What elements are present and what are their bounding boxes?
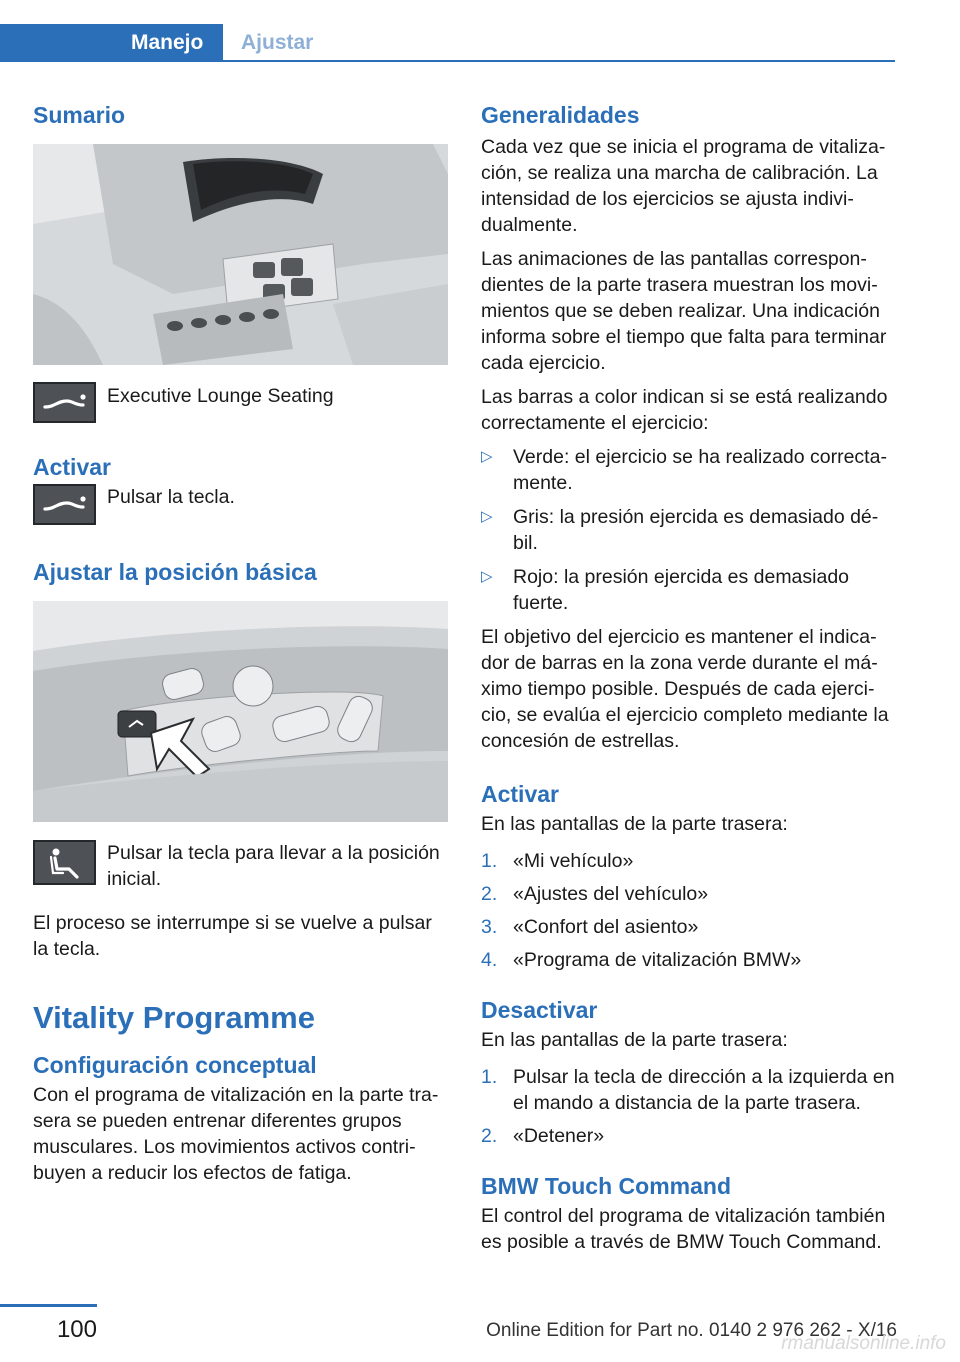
lounge-seat-icon xyxy=(33,382,96,423)
door-panel-illustration xyxy=(33,144,448,365)
list-item: ▷ Gris: la presión ejercida es demasiado débil. xyxy=(481,506,879,554)
key-row-activar xyxy=(33,484,448,525)
generalidades-heading: Generalidades xyxy=(481,102,640,128)
gen-paragraph-4: El objetivo del ejercicio es mantener el indicador de barras en la zona verde durante el máximo tiempo posible. Después de cada ejercicio, se evalúa el ejercicio completo mediante la concesión de estrellas. xyxy=(481,626,889,752)
key-row-executive-lounge xyxy=(33,382,448,423)
list-item: 4. «Programa de vitalización BMW» xyxy=(481,949,802,971)
left-column xyxy=(33,100,448,1186)
gen-paragraph-2: Las animaciones de las pantallas correspondientes de la parte trasera muestran los movimientos que se deben realizar. Una indicación informa sobre el tiempo que falta para terminar cada ejercicio. xyxy=(481,248,887,374)
list-item: 1. Pulsar la tecla de dirección a la izquierda en el mando a distancia de la parte trasera. xyxy=(481,1066,895,1114)
triangle-bullet-icon: ▷ xyxy=(481,508,493,525)
edition-line: Online Edition for Part no. 0140 2 976 262 - X/16 xyxy=(486,1320,897,1341)
list-item: ▷ Verde: el ejercicio se ha realizado correctamente. xyxy=(481,446,887,494)
key-row-basic-position xyxy=(33,840,448,892)
tab-ajustar[interactable]: Ajustar xyxy=(241,31,314,54)
ajustar-heading: Ajustar la posición básica xyxy=(33,559,317,585)
door-panel-figure xyxy=(33,144,448,365)
touch-command-heading: BMW Touch Command xyxy=(481,1173,731,1199)
right-column xyxy=(481,100,896,1255)
list-item: 1. «Mi vehículo» xyxy=(481,850,634,872)
touch-command-text: El control del programa de vitalización también es posible a través de BMW Touch Command. xyxy=(481,1205,886,1253)
activar-steps xyxy=(481,848,896,973)
desactivar-heading: Desactivar xyxy=(481,997,598,1023)
page-number: 100 xyxy=(56,1316,97,1343)
list-item: 2. «Ajustes del vehículo» xyxy=(481,883,709,905)
sumario-heading: Sumario xyxy=(33,102,126,128)
activar-heading-left: Activar xyxy=(33,454,111,480)
seat-controls-illustration xyxy=(33,601,448,822)
config-heading: Configuración conceptual xyxy=(33,1052,317,1078)
watermark: rmanualsonline.info xyxy=(781,1333,946,1354)
color-bar-list xyxy=(481,444,896,616)
desactivar-intro: En las pantallas de la parte trasera: xyxy=(481,1029,788,1051)
gen-paragraph-1: Cada vez que se inicia el programa de vitalización, se realiza una marcha de calibración. La intensidad de los ejercicios se ajusta individualmente. xyxy=(481,136,886,236)
header-tabbar xyxy=(0,24,895,62)
config-text: Con el programa de vitalización en la parte trasera se pueden entrenar diferentes grupos musculares. Los movimientos activos contribuyen a reducir los efectos de fatiga. xyxy=(33,1084,439,1184)
gen-paragraph-3: Las barras a color indican si se está realizando correctamente el ejercicio: xyxy=(481,386,888,434)
seat-controls-figure xyxy=(33,601,448,822)
activar-heading-right: Activar xyxy=(481,781,559,807)
executive-lounge-caption: Executive Lounge Seating xyxy=(107,385,334,407)
basic-position-caption: Pulsar la tecla para llevar a la posición inicial. xyxy=(107,842,440,890)
header-rule xyxy=(0,60,895,62)
activar-intro: En las pantallas de la parte trasera: xyxy=(481,813,788,835)
list-item: ▷ Rojo: la presión ejercida es demasiado fuerte. xyxy=(481,566,850,614)
ajustar-note: El proceso se interrumpe si se vuelve a pulsar la tecla. xyxy=(33,912,432,960)
seat-basic-position-icon xyxy=(33,840,96,885)
triangle-bullet-icon: ▷ xyxy=(481,568,493,585)
lounge-seat-icon xyxy=(33,484,96,525)
list-item: 3. «Confort del asiento» xyxy=(481,916,699,938)
vitality-heading: Vitality Programme xyxy=(33,1000,315,1035)
tab-manejo[interactable]: Manejo xyxy=(0,24,223,62)
footer-rule xyxy=(0,1304,97,1307)
list-item: 2. «Detener» xyxy=(481,1125,605,1147)
activar-text: Pulsar la tecla. xyxy=(107,486,235,508)
triangle-bullet-icon: ▷ xyxy=(481,448,493,465)
desactivar-steps xyxy=(481,1064,896,1149)
